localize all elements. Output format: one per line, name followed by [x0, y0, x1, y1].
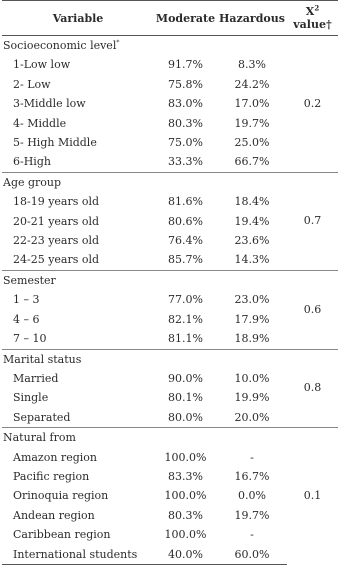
row-label: 5- High Middle — [13, 136, 97, 150]
row-label: 18-19 years old — [13, 195, 100, 209]
moderate-value: 83.0% — [168, 97, 203, 111]
hazardous-value: 8.3% — [238, 58, 266, 72]
moderate-value: 75.8% — [168, 77, 203, 91]
results-table — [2, 0, 338, 565]
group-title-row — [2, 36, 338, 56]
table-body — [2, 36, 338, 565]
hazardous-value: 0.0% — [238, 489, 266, 503]
row-label: 6-High — [13, 155, 51, 169]
moderate-value: 100.0% — [164, 450, 207, 464]
row-label: 7 – 10 — [13, 332, 47, 346]
chi-square-value: 0.7 — [287, 172, 338, 270]
hazardous-value: - — [250, 528, 254, 542]
row-label: Pacific region — [13, 469, 90, 483]
moderate-value: 40.0% — [154, 545, 217, 565]
hazardous-value: 19.7% — [234, 508, 270, 522]
header-row — [2, 1, 338, 36]
row-label: Single — [13, 391, 49, 405]
group-title: Natural from — [3, 431, 76, 445]
moderate-value: 100.0% — [164, 528, 207, 542]
moderate-value: 81.1% — [168, 332, 203, 346]
hazardous-value: 19.4% — [234, 214, 270, 228]
moderate-value: 90.0% — [168, 371, 203, 385]
moderate-value: 100.0% — [164, 489, 207, 503]
row-label: 4- Middle — [13, 116, 67, 130]
hazardous-value: 23.6% — [234, 234, 270, 248]
empty-cell — [217, 172, 287, 192]
row-label: International students — [2, 545, 154, 565]
table-header — [2, 1, 338, 36]
group-title-row — [2, 172, 338, 192]
row-label: 22-23 years old — [13, 234, 100, 248]
row-label: 4 – 6 — [13, 312, 40, 326]
group-title-row — [2, 270, 338, 290]
row-label: 3-Middle low — [13, 97, 86, 111]
moderate-value: 80.0% — [168, 410, 203, 424]
hazardous-value: 25.0% — [234, 136, 270, 150]
row-label: 1 – 3 — [13, 293, 40, 307]
moderate-value: 80.1% — [168, 391, 203, 405]
empty-cell — [154, 349, 217, 369]
hazardous-value: 18.4% — [234, 195, 270, 209]
group-title-cell — [2, 36, 154, 56]
group-title-footnote-mark: * — [116, 39, 120, 47]
moderate-value: 75.0% — [168, 136, 203, 150]
group-title-cell — [2, 270, 154, 290]
group-title: Semester — [3, 273, 56, 287]
group-title-row — [2, 349, 338, 369]
row-label: 20-21 years old — [13, 214, 100, 228]
row-label: Orinoquia region — [13, 489, 109, 503]
header-chi-symbol: X — [305, 5, 315, 18]
hazardous-value: 17.9% — [234, 312, 270, 326]
empty-cell — [217, 349, 287, 369]
row-label: Andean region — [13, 508, 95, 522]
header-chi-square — [287, 1, 338, 36]
group-title-row — [2, 428, 338, 448]
moderate-value: 76.4% — [168, 234, 203, 248]
moderate-value: 85.7% — [168, 253, 203, 267]
header-chi-value-label: value† — [293, 18, 332, 31]
chi-square-value: 0.2 — [287, 36, 338, 173]
header-hazardous: Hazardous — [217, 1, 287, 36]
chi-square-value: 0.6 — [287, 270, 338, 349]
moderate-value: 82.1% — [168, 312, 203, 326]
empty-cell — [154, 36, 217, 56]
empty-cell — [217, 36, 287, 56]
hazardous-value: 23.0% — [234, 293, 270, 307]
hazardous-value: 60.0% — [217, 545, 287, 565]
group-title: Socioeconomic level — [3, 39, 117, 52]
hazardous-value: 19.7% — [234, 116, 270, 130]
group-title: Age group — [3, 175, 62, 189]
empty-cell — [217, 428, 287, 448]
group-title-cell — [2, 172, 154, 192]
header-chi-superscript: 2 — [314, 3, 320, 13]
chi-square-value: 0.1 — [287, 428, 338, 565]
hazardous-value: 18.9% — [234, 332, 270, 346]
row-label: 24-25 years old — [13, 253, 100, 267]
hazardous-value: 10.0% — [234, 371, 270, 385]
row-label: 2- Low — [13, 77, 51, 91]
row-label: 1-Low low — [13, 58, 71, 72]
row-label: Amazon region — [13, 450, 97, 464]
empty-cell — [154, 428, 217, 448]
group-title: Marital status — [3, 352, 82, 366]
empty-cell — [154, 172, 217, 192]
hazardous-value: 14.3% — [234, 253, 270, 267]
row-label: Married — [13, 371, 59, 385]
header-moderate: Moderate — [154, 1, 217, 36]
row-label: Separated — [13, 410, 71, 424]
group-title-cell — [2, 428, 154, 448]
moderate-value: 80.6% — [168, 214, 203, 228]
hazardous-value: 19.9% — [234, 391, 270, 405]
hazardous-value: 20.0% — [234, 410, 270, 424]
hazardous-value: 66.7% — [234, 155, 270, 169]
chi-square-value: 0.8 — [287, 349, 338, 428]
moderate-value: 77.0% — [168, 293, 203, 307]
hazardous-value: - — [250, 450, 254, 464]
moderate-value: 81.6% — [168, 195, 203, 209]
moderate-value: 80.3% — [168, 508, 203, 522]
hazardous-value: 16.7% — [234, 469, 270, 483]
hazardous-value: 24.2% — [234, 77, 270, 91]
moderate-value: 33.3% — [168, 155, 203, 169]
empty-cell — [154, 270, 217, 290]
moderate-value: 83.3% — [168, 469, 203, 483]
empty-cell — [217, 270, 287, 290]
header-variable: Variable — [2, 1, 154, 36]
moderate-value: 91.7% — [168, 58, 203, 72]
row-label: Caribbean region — [13, 528, 111, 542]
group-title-cell — [2, 349, 154, 369]
moderate-value: 80.3% — [168, 116, 203, 130]
hazardous-value: 17.0% — [234, 97, 270, 111]
